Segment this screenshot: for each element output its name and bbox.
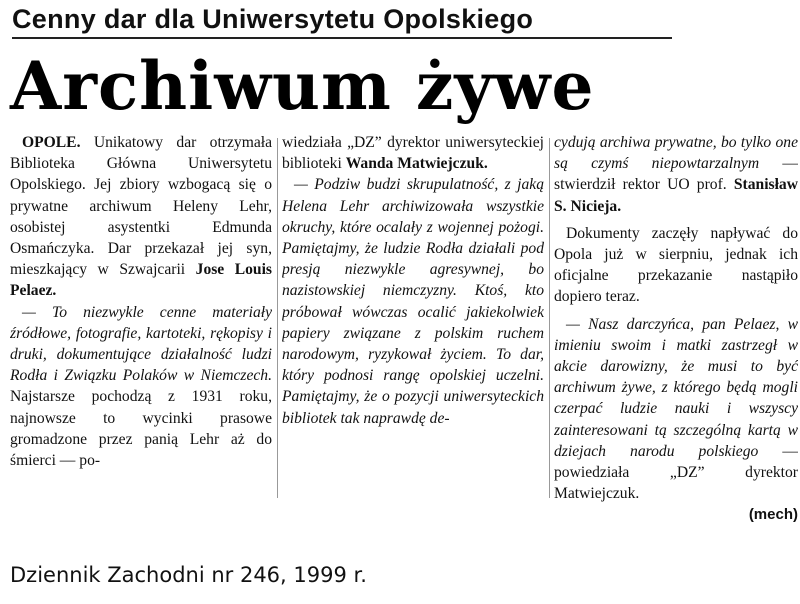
quote-donor-condition: — Nasz darczyńca, pan Pelaez, w imieniu swoim i matki zastrzegł w akcie darowizny, że musi to być archiwum żywe, z którego będą mogli czerpać ludzie nauki i wszyscy zainteresowani tą szczególną kartą w dziejach narodu polskiego [554,315,798,460]
closing-attribution: — powiedziała „DZ” dyrektor Matwiejczuk. [554,442,798,503]
paragraph-oldest: Najstarsze pochodzą z 1931 roku, najnowsze to wycinki prasowe gromadzone przez panią Lehr aż do śmierci — po- [10,388,272,470]
column-divider [277,138,278,498]
quote-praise: — Podziw budzi skrupulatność, z jaką Helena Lehr archiwizowała wszystkie okruchy, które ocalały z wojennej pożogi. Pamiętajmy, że ludzie Rodła działali pod presją niezwykle agresywnej, bo nazistowskiej niemczyzny. Ktoś, kto próbował wówczas ocalić jakiekolwiek papiery związane z polskim ruchem narodowym, ryzykował życiem. To dar, który podnosi rangę opolskiej uczelni. Pamiętajmy, że o pozycji uniwersyteckich bibliotek tak naprawdę de- [282,176,544,427]
article-body [10,132,798,524]
paragraph-intro: Unikatowy dar otrzymała Biblioteka Główna Uniwersytetu Opolskiego. Jej zbiory wzbogacą się o prywatne archiwum Heleny Lehr, osobistej asystentki Edmunda Osmańczyka. Dar przekazał jej syn, mieszkający w Szwajcarii [10,134,272,279]
column-1 [10,132,272,471]
column-3 [554,132,798,526]
paragraph-attribution: wiedziała „DZ” dyrektor uniwersyteckiej biblioteki [282,134,544,173]
rector-attribution: — stwierdził rektor UO prof. [554,155,798,194]
column-2 [282,132,544,429]
quote-praise-end: cydują archiwa prywatne, bo tylko one są czymś niepowtarzalnym [554,134,798,173]
article-headline: Archiwum żywe [10,47,595,125]
dateline: OPOLE. [22,134,81,151]
donor-name: Jose Louis Pelaez. [10,261,272,300]
source-caption: Dziennik Zachodni nr 246, 1999 r. [10,563,367,587]
quote-director: — To niezwykle cenne materiały źródłowe, fotografie, kartoteki, rękopisy i druki, dokumentujące działalność ludzi Rodła i Związku Polaków w Niemczech. [10,303,272,385]
director-name: Wanda Matwiejczuk. [345,155,488,173]
rector-name: Stanisław S. Nicieja. [554,176,798,215]
article-kicker: Cenny dar dla Uniwersytetu Opolskiego [12,4,672,39]
column-divider [549,138,550,498]
author-signature: (mech) [748,506,798,524]
paragraph-documents: Dokumenty zaczęły napływać do Opola już w sierpniu, jednak ich oficjalne przekazanie nastąpiło dopiero teraz. [554,224,798,306]
